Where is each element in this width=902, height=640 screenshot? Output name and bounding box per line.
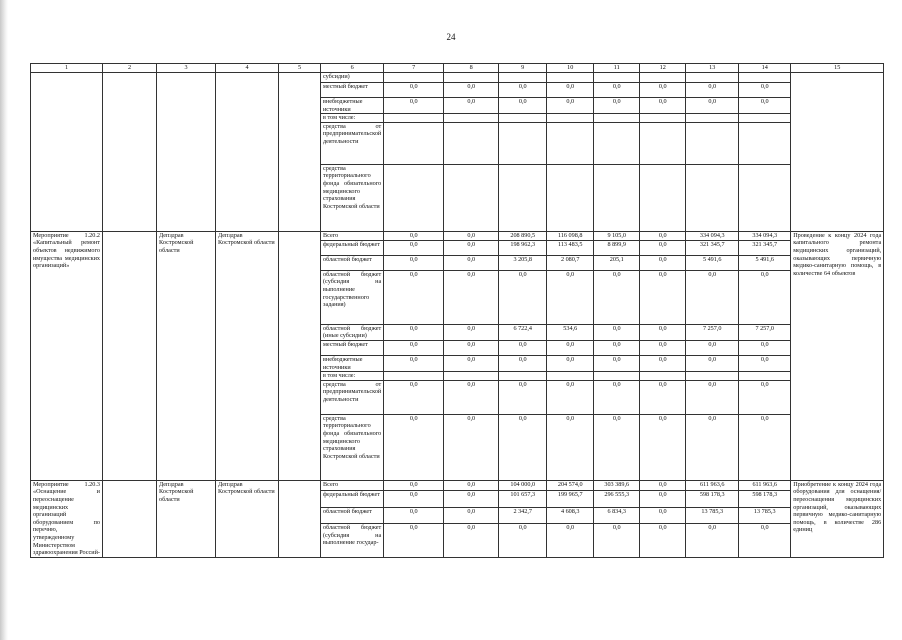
column-number: 4 [216,64,279,73]
amount-cell: 0,0 [499,270,547,324]
amount-cell: 0,0 [384,255,444,270]
funding-source: областной бюджет (субсидия на выполнение государственного задания) [321,270,384,324]
amount-cell: 0,0 [444,524,499,557]
amount-cell: 321 345,7 [739,240,791,255]
amount-cell: 0,0 [640,507,686,524]
column-number-row [31,64,884,73]
amount-cell: 0,0 [384,231,444,240]
column-number: 14 [739,64,791,73]
funding-source: местный бюджет [321,340,384,355]
amount-cell: 0,0 [594,83,640,98]
amount-cell: 199 965,7 [547,490,594,507]
funding-source: областной бюджет [321,507,384,524]
expected-result: Проведение к концу 2024 года капитального ремонта медицинских организаций, оказывающих первичную медико-санитарную помощь, в количестве 64 объектов [791,231,884,480]
amount-cell [739,73,791,83]
amount-cell: 598 178,3 [686,490,739,507]
funding-source: местный бюджет [321,83,384,98]
amount-cell: 0,0 [444,340,499,355]
amount-cell: 0,0 [547,355,594,371]
amount-cell: 0,0 [739,414,791,480]
participant: Депздрав Костромской области [216,231,279,480]
amount-cell: 0,0 [547,340,594,355]
amount-cell [547,122,594,164]
amount-cell: 5 491,6 [686,255,739,270]
amount-cell: 13 785,3 [686,507,739,524]
amount-cell: 303 389,6 [594,480,640,490]
amount-cell: 0,0 [686,414,739,480]
amount-cell: 2 342,7 [499,507,547,524]
amount-cell: 13 785,3 [739,507,791,524]
amount-cell: 0,0 [686,355,739,371]
amount-cell [384,372,444,381]
amount-cell: 0,0 [499,355,547,371]
amount-cell: 0,0 [739,83,791,98]
amount-cell: 296 555,3 [594,490,640,507]
amount-cell [640,114,686,123]
amount-cell: 611 963,6 [739,480,791,490]
amount-cell [444,164,499,231]
funding-source: внебюджетные источники [321,98,384,114]
amount-cell [444,114,499,123]
funding-source: в том числе: [321,372,384,381]
amount-cell: 0,0 [444,480,499,490]
amount-cell: 0,0 [686,98,739,114]
amount-cell: 0,0 [444,83,499,98]
amount-cell [594,372,640,381]
amount-cell: 0,0 [444,414,499,480]
amount-cell: 0,0 [384,98,444,114]
amount-cell [499,73,547,83]
amount-cell [499,122,547,164]
empty-cell [103,73,157,232]
amount-cell: 0,0 [384,507,444,524]
column-number: 6 [321,64,384,73]
amount-cell [739,372,791,381]
amount-cell: 0,0 [739,524,791,557]
executor: Депздрав Костромской области [157,231,216,480]
empty-cell [791,73,884,232]
participant: Депздрав Костромской области [216,480,279,557]
funding-source: внебюджетные источники [321,355,384,371]
amount-cell: 0,0 [444,255,499,270]
amount-cell: 334 094,3 [686,231,739,240]
amount-cell: 0,0 [640,270,686,324]
funding-source: областной бюджет (субсидия на выполнение государ- [321,524,384,557]
amount-cell [594,122,640,164]
amount-cell: 0,0 [547,380,594,414]
amount-cell: 0,0 [739,340,791,355]
amount-cell [547,73,594,83]
amount-cell: 0,0 [594,414,640,480]
amount-cell: 0,0 [444,324,499,340]
amount-cell: 0,0 [640,490,686,507]
amount-cell: 0,0 [444,270,499,324]
empty-cell [279,480,321,557]
amount-cell [547,114,594,123]
amount-cell: 0,0 [640,98,686,114]
amount-cell: 0,0 [499,524,547,557]
amount-cell: 0,0 [444,240,499,255]
amount-cell: 0,0 [444,231,499,240]
amount-cell: 0,0 [594,98,640,114]
amount-cell [640,164,686,231]
column-number: 10 [547,64,594,73]
amount-cell: 0,0 [444,490,499,507]
amount-cell: 0,0 [686,340,739,355]
amount-cell: 334 094,3 [739,231,791,240]
amount-cell: 0,0 [640,255,686,270]
amount-cell: 0,0 [384,414,444,480]
amount-cell: 6 722,4 [499,324,547,340]
funding-source: Всего [321,231,384,240]
amount-cell [384,114,444,123]
column-number: 7 [384,64,444,73]
amount-cell: 8 899,9 [594,240,640,255]
amount-cell [739,164,791,231]
amount-cell: 0,0 [384,83,444,98]
amount-cell: 0,0 [499,98,547,114]
amount-cell: 321 345,7 [686,240,739,255]
amount-cell: 4 608,3 [547,507,594,524]
amount-cell: 101 657,3 [499,490,547,507]
funding-source: средства от предпринимательской деятельности [321,380,384,414]
amount-cell: 0,0 [640,83,686,98]
amount-cell: 0,0 [640,324,686,340]
funding-source: федеральный бюджет [321,240,384,255]
funding-source: средства от предпринимательской деятельности [321,122,384,164]
amount-cell: 0,0 [640,380,686,414]
amount-cell: 0,0 [444,98,499,114]
amount-cell: 0,0 [499,83,547,98]
amount-cell [686,73,739,83]
amount-cell: 0,0 [384,490,444,507]
amount-cell [594,114,640,123]
amount-cell: 0,0 [640,355,686,371]
amount-cell: 0,0 [594,355,640,371]
funding-source: средства территориального фонда обязательного медицинского страхования Костромской области [321,164,384,231]
amount-cell: 9 105,0 [594,231,640,240]
amount-cell [499,372,547,381]
amount-cell: 0,0 [384,524,444,557]
amount-cell: 208 890,5 [499,231,547,240]
amount-cell: 0,0 [739,98,791,114]
amount-cell: 3 205,8 [499,255,547,270]
empty-cell [216,73,279,232]
amount-cell [384,73,444,83]
amount-cell: 0,0 [384,324,444,340]
measure-name: Мероприятие 1.20.3 «Оснащение и переоснащение медицинских организаций оборудованием по перечню, утвержденному Министерством здравоохранения Россий- [31,480,103,557]
amount-cell: 0,0 [499,380,547,414]
amount-cell: 0,0 [594,324,640,340]
amount-cell [640,122,686,164]
amount-cell: 104 000,0 [499,480,547,490]
amount-cell: 0,0 [640,414,686,480]
amount-cell: 116 098,8 [547,231,594,240]
amount-cell: 0,0 [384,270,444,324]
amount-cell [594,164,640,231]
amount-cell: 0,0 [547,524,594,557]
amount-cell: 6 834,3 [594,507,640,524]
amount-cell: 0,0 [547,270,594,324]
column-number: 8 [444,64,499,73]
amount-cell: 0,0 [686,83,739,98]
amount-cell: 598 178,3 [739,490,791,507]
amount-cell: 0,0 [594,340,640,355]
amount-cell [739,114,791,123]
empty-cell [103,480,157,557]
column-number: 2 [103,64,157,73]
empty-cell [31,73,103,232]
empty-cell [157,73,216,232]
amount-cell: 0,0 [686,270,739,324]
amount-cell: 2 080,7 [547,255,594,270]
page-number: 24 [446,32,456,42]
amount-cell [444,73,499,83]
empty-cell [279,73,321,232]
amount-cell [499,114,547,123]
column-number: 12 [640,64,686,73]
amount-cell [384,164,444,231]
funding-source: федеральный бюджет [321,490,384,507]
amount-cell: 534,6 [547,324,594,340]
amount-cell [640,372,686,381]
expected-result: Приобретение к концу 2024 года оборудования для оснащения/переоснащения медицинских организаций, оказывающих первичную медико-санитарную помощь, в количестве 286 единиц [791,480,884,557]
amount-cell: 0,0 [547,98,594,114]
amount-cell: 0,0 [640,524,686,557]
amount-cell: 0,0 [640,231,686,240]
column-number: 5 [279,64,321,73]
table-row [31,73,884,83]
column-number: 3 [157,64,216,73]
column-number: 9 [499,64,547,73]
amount-cell: 0,0 [594,270,640,324]
amount-cell: 205,1 [594,255,640,270]
amount-cell [739,122,791,164]
column-number: 15 [791,64,884,73]
funding-source: в том числе: [321,114,384,123]
amount-cell: 0,0 [640,240,686,255]
funding-source: областной бюджет [321,255,384,270]
amount-cell: 0,0 [739,270,791,324]
amount-cell: 198 962,3 [499,240,547,255]
amount-cell [547,372,594,381]
funding-source: областной бюджет (иные субсидии) [321,324,384,340]
executor: Депздрав Костромской области [157,480,216,557]
amount-cell: 0,0 [499,340,547,355]
amount-cell: 0,0 [444,355,499,371]
column-number: 13 [686,64,739,73]
amount-cell: 0,0 [547,414,594,480]
amount-cell: 0,0 [384,480,444,490]
scan-edge-shadow [0,0,8,640]
amount-cell [686,114,739,123]
amount-cell [547,164,594,231]
amount-cell: 0,0 [499,414,547,480]
amount-cell [444,122,499,164]
amount-cell: 0,0 [640,340,686,355]
amount-cell: 0,0 [444,507,499,524]
amount-cell: 0,0 [384,355,444,371]
amount-cell [640,73,686,83]
amount-cell: 0,0 [444,380,499,414]
amount-cell: 204 574,0 [547,480,594,490]
measure-name: Мероприятие 1.20.2 «Капитальный ремонт объектов недвижимого имущества медицинских организаций» [31,231,103,480]
amount-cell [686,372,739,381]
amount-cell: 0,0 [640,480,686,490]
amount-cell: 5 491,6 [739,255,791,270]
funding-source: средства территориального фонда обязательного медицинского страхования Костромской области [321,414,384,480]
amount-cell: 611 963,6 [686,480,739,490]
amount-cell [594,73,640,83]
column-number: 1 [31,64,103,73]
amount-cell: 113 483,5 [547,240,594,255]
funding-source: Всего [321,480,384,490]
amount-cell: 7 257,0 [686,324,739,340]
empty-cell [103,231,157,480]
amount-cell: 0,0 [739,380,791,414]
amount-cell: 0,0 [594,380,640,414]
amount-cell: 0,0 [739,355,791,371]
amount-cell [686,164,739,231]
amount-cell [686,122,739,164]
amount-cell [499,164,547,231]
table-row [31,231,884,240]
budget-table [30,63,884,558]
amount-cell [384,122,444,164]
funding-source: субсидии) [321,73,384,83]
amount-cell: 0,0 [384,240,444,255]
empty-cell [279,231,321,480]
column-number: 11 [594,64,640,73]
amount-cell: 0,0 [547,83,594,98]
amount-cell: 0,0 [384,380,444,414]
amount-cell: 0,0 [686,524,739,557]
table-row [31,480,884,490]
amount-cell: 0,0 [594,524,640,557]
amount-cell: 0,0 [686,380,739,414]
amount-cell [444,372,499,381]
amount-cell: 0,0 [384,340,444,355]
amount-cell: 7 257,0 [739,324,791,340]
